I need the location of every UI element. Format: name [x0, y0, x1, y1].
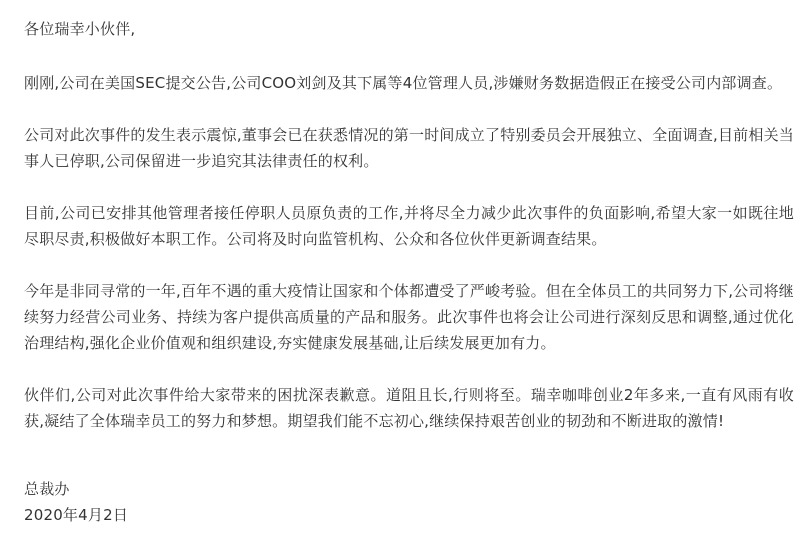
- paragraph-work-arrangement: 目前,公司已安排其他管理者接任停职人员原负责的工作,并将尽全力减少此次事件的负面影响,希望大家一如既往地尽职尽责,积极做好本职工作。公司将及时向监管机构、公众和各位伙伴更新调查结果。: [24, 204, 794, 248]
- letter-signature: 总裁办: [24, 480, 70, 498]
- paragraph-apology: 伙伴们,公司对此次事件给大家带来的困扰深表歉意。道阻且长,行则将至。瑞幸咖啡创业2年多来,一直有风雨有收获,凝结了全体瑞幸员工的努力和梦想。期望我们能不忘初心,继续保持艰苦创业的韧劲和不断进取的激情!: [24, 386, 794, 430]
- paragraph-company-outlook: 今年是非同寻常的一年,百年不遇的重大疫情让国家和个体都遭受了严峻考验。但在全体员工的共同努力下,公司将继续努力经营公司业务、持续为客户提供高质量的产品和服务。此次事件也将会让公司进行深刻反思和调整,通过优化治理结构,强化企业价值观和组织建设,夯实健康发展基础,让后续发展更加有力。: [24, 282, 794, 352]
- letter-greeting: 各位瑞幸小伙伴,: [24, 20, 136, 38]
- letter-date: 2020年4月2日: [24, 506, 129, 524]
- signature-spacer: [24, 434, 794, 476]
- paragraph-sec-announcement: 刚刚,公司在美国SEC提交公告,公司COO刘剑及其下属等4位管理人员,涉嫌财务数据造假正在接受公司内部调查。: [24, 74, 783, 92]
- letter-body: [24, 16, 794, 528]
- paragraph-board-response: 公司对此次事件的发生表示震惊,董事会已在获悉情况的第一时间成立了特别委员会开展独立、全面调查,目前相关当事人已停职,公司保留进一步追究其法律责任的权利。: [24, 126, 794, 170]
